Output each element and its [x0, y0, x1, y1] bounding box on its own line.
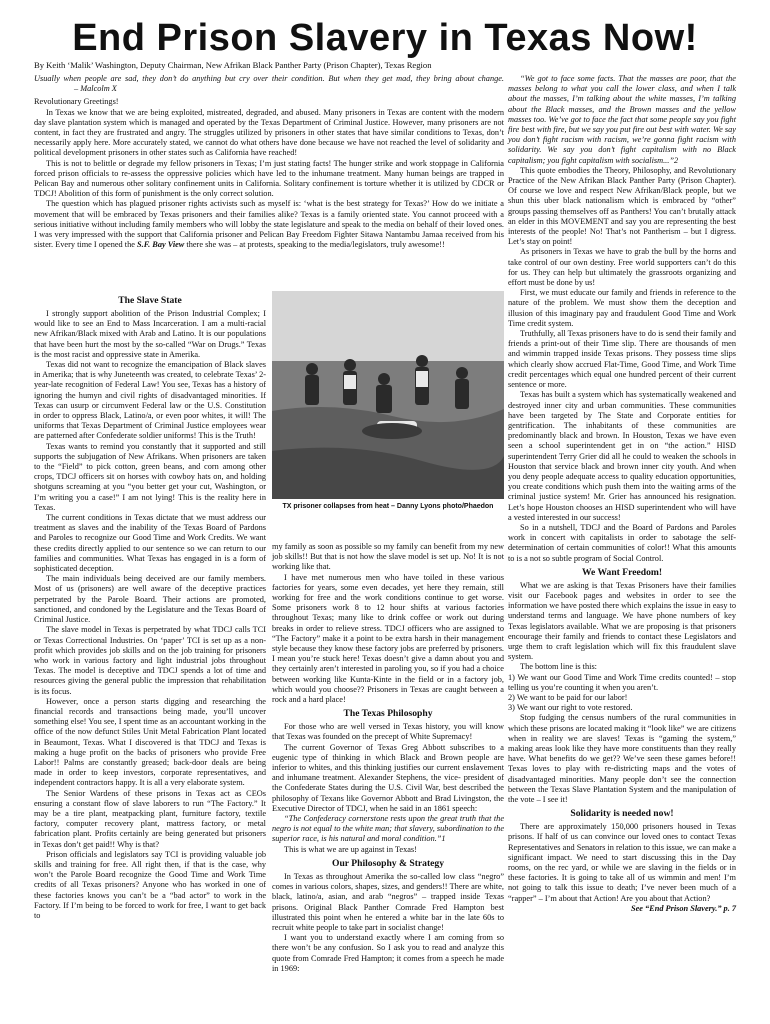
section-heading: The Texas Philosophy: [343, 708, 433, 720]
paragraph: First, we must educate our family and friends in reference to the nature of the problem. We must show them the deception and illusion of this imaginary pay and fraudulent Good Time and Work Time credit system.: [508, 288, 736, 328]
paragraph: Stop fudging the census numbers of the rural communities in which these prisons are located making it “look like” we are citizens when in reality we are slaves! Texas is “gaming the system,” making areas look like they have more constituents than they really have. What benefits do we get?? We’ve seen these games before!! Texas loves to play with re-districting maps and the votes of disadvantaged minorities. Many people don’t see the connection between the Texas Slave Plantation System and the manipulation of the vote – I see it!: [508, 713, 736, 805]
paragraph: So in a nutshell, TDCJ and the Board of Pardons and Paroles work in concert with capitalists in order to sabotage the self-determination of certain communities of color!! What this amounts to is a not so subtle program of Social Control.: [508, 522, 736, 563]
column-slave-state: [34, 292, 266, 921]
paragraph: This is what we are up against in Texas!: [284, 844, 417, 854]
paragraph: The slave model in Texas is perpetrated by what TDCJ calls TCI or Texas Correctional Industries. On ‘paper’ TCI is set up as a non-profit which provides job skills and on the job training for prisoners who work in various factory and light industrial jobs throughout Texas. The model is deceptive and TDCJ spends a lot of time and resources giving the general public the impression that rehabilitation is its focus.: [34, 625, 266, 696]
intro-paragraph: In Texas we know that we are being exploited, mistreated, degraded, and abused. Many prisoners in Texas are content with the modern day slave plantation system which is managed and operated by the Texas Department of Criminal Justice. However, many prisoners are not content, in fact they are frustrated and angry. The struggles utilized by prisoners in other states that have similar conditions to Texas, don’t necessarily apply here. More accurately stated, we cannot do what others have done because we have not reached the level of solidarity and political development prisoners in other states such as California have reached!: [34, 107, 504, 158]
paragraph: There are approximately 150,000 prisoners housed in Texas prisons. If half of us can convince our loved ones to contact Texas Representatives and Senators in relation to this issue, we can make a significant impact. We need to start discussing this in the Day rooms, on the rec yard, or while we are slaving in the fields or in these factories. It is going to take all of us wimmin and men! I’m not going to talk this issue to death; I’ve never been much of a “rapper” – I’m about that Action! Are you about that Action?: [508, 822, 736, 903]
paragraph: Prison officials and legislators say TCI is providing valuable job skills and training for free. All right then, if that is the case, why won’t the Parole Board recognize the Good Time and Work Time credits of all Texas prisoners? Anyone who has worked in one of these factories knows you can’t be a “bad actor” to work in the Factory. If I’m being to be forced to work for free, I want to get back to: [34, 849, 266, 920]
paragraph: As prisoners in Texas we have to grab the bull by the horns and take control of our own destiny. Free world supporters can’t do this for us. They can help but ultimately the grassroots organizing and effort must be done by us!: [508, 247, 736, 288]
paragraph: The current conditions in Texas dictate that we must address our treatment as slaves and the inability of the Texas Board of Pardons and Paroles to recognize our Good Time and Work Credits. We want these credits directly applied to our sentence so we can return to our families and communities. What Texas has engaged in is a form of sophisticated deception.: [34, 513, 266, 574]
intro-paragraph-text: The question which has plagued prisoner rights activists such as myself is: ‘what is the best strategy for Texas?’ How do we initiate a movement that will be embraced by Texas prisoners and their families alike? Texas is a family oriented state. You cannot proceed with a serious initiative without including family members who will lobby the state legislature and speak to the media on behalf of their loved ones. I was very impressed with the support that California prisoner and Pelican Bay Freedom Fighter Sitawa Nantambu Jamaa received from his sister. Every time I opened the: [34, 199, 504, 250]
paragraph: The bottom line is this:: [520, 662, 597, 672]
paragraph: Truthfully, all Texas prisoners have to do is send their family and friends a print-out of their Time slip. There are thousands of men and wimmin trapped inside Texas prisons. They possess time slips which clearly show accrued Flat-Time, Good Time, and Work Time credit percentages which equal one hundred percent of their current sentence or more.: [508, 329, 736, 390]
headline: End Prison Slavery in Texas Now!: [72, 17, 698, 59]
section-heading: We Want Freedom!: [581, 566, 663, 578]
intro-paragraph-tail: there she was – at protests, speaking to the media/legislators, truly awesome!!: [184, 240, 445, 250]
paragraph: I strongly support abolition of the Prison Industrial Complex; I would like to see an End to Mass Incarceration. I am a multi-racial new Afrikan/Black mixed with Arab and Latino. It is our populations that have been hurt the most by the so-called “War on Drugs.” Texas is the most racist and oppressive state in Amerika.: [34, 309, 266, 359]
paragraph: Texas wants to remind you constantly that it supported and still supports the subjugation of New Afrikans. When prisoners are taken to the “Field” to pick cotton, green beans, and corn among other crops, TDCJ officers sit on horses with cowboy hats on, and holding shotguns screaming at you “you better get your cut, Washington, or I’m writing you a case!” I am not lying! This is the reality here in Texas.: [34, 441, 266, 512]
byline: By Keith ‘Malik’ Washington, Deputy Chairman, New Afrikan Black Panther Party (Prison Chapter), Texas Region: [34, 60, 432, 70]
intro-section: [34, 74, 504, 250]
section-heading: Solidarity is needed now!: [570, 808, 674, 820]
intro-quote-text: Usually when people are sad, they don’t do anything but cry over their condition. But when they get mad, they bring about change.: [34, 74, 504, 83]
paragraph: Texas did not want to recognize the emancipation of Black slaves in Amerika; that is why Juneteenth was created, to celebrate Texas’ 2-year-late recognition of Federal Law! You see, Texas has a history of ignoring the humyn and civil rights of disadvantaged minorities. If Texas can usurp or circumvent Federal law or the U.S. Constitution in order to oppress Black, Latino/a, or even poor whites, it will! The uniforms that Texas Department of Criminal Justice employees wear are patterned after Confederate soldier uniforms! This is the Truth!: [34, 360, 266, 441]
paragraph: I want you to understand exactly where I am coming from so there won’t be any confusion. So I ask you to read and analyze this quote from Comrade Fred Hampton; it comes from a speech he made in 1969:: [272, 933, 504, 973]
intro-quote-attrib: – Malcolm X: [74, 84, 117, 94]
stephens-quote: “The Confederacy cornerstone rests upon the great truth that the negro is not equal to the white man; that slavery, subordination to the superior race, is his natural and moral condition.”1: [272, 814, 504, 844]
column-we-want-freedom: [508, 74, 736, 914]
news-photo: [272, 291, 504, 499]
paragraph: For those who are well versed in Texas history, you will know that Texas was founded on the precept of White Supremacy!: [272, 722, 504, 742]
section-heading: The Slave State: [118, 295, 182, 306]
intro-paragraph: This is not to belittle or degrade my fellow prisoners in Texas; I’m just stating facts! The hunger strike and work stoppage in California forced prison officials to re-assess the oppressive policies which have led to the inhumane treatment. Many human beings are trapped in Pelican Bay and numerous other solitary confinement units in California. Solitary confinement is torture whether it is utilized by CDCR or TDCJ! Abolition of this form of punishment is the only correct solution.: [34, 158, 504, 199]
paragraph: my family as soon as possible so my family can benefit from my new job skills!! But that is not how the slave model is set up. No! It is not working like that.: [272, 542, 504, 572]
field-workers-illustration: [272, 291, 504, 499]
paragraph: However, once a person starts digging and researching the financial records and transactions being made, you’ll uncover something else! You see, I spent time as an accountant working in the office of the now defunct Stiles Unit Metal Fabrication Plant located in Beaumont, Texas. What I discovered is that TDCJ and Texas is making a huge profit on the backs of prisoners who provide Free Labor!! Palms are constantly greased; back-door deals are being made in order to keep investors, corporate representatives, and independent contractors happy. It is all a very elaborate system.: [34, 696, 266, 788]
intro-paragraph: [34, 199, 504, 250]
intro-quote: [34, 74, 504, 94]
paragraph: This quote embodies the Theory, Philosophy, and Revolutionary Practice of the New Afrikan Black Panther Party (Prison Chapter). Of course we love and respect New Afrikan/Black people, but we shun this uber black nationalism which is embraced by “other” groups passing themselves off as Panthers! You can’t brutally attack an elder in this MOVEMENT and say you are representing the best interests of the people! No! That’s not Pantherism – but I digress. Let’s stay on point!: [508, 165, 736, 247]
demand-item: 1) We want our Good Time and Work Time credits counted! – stop telling us you’re counting it when you aren’t.: [508, 672, 736, 692]
column-texas-philosophy: [272, 542, 504, 974]
greeting: Revolutionary Greetings!: [34, 97, 119, 107]
paragraph: Texas has built a system which has systematically weakened and destroyed inner city and urban communities. These communities have been targeted by The State and Corporate entities for gentrification. The inhabitants of these communities are predominantly black and brown. In Houston, Texas we have even seen a school superintendent get in on “the action.” HISD superintendent Terry Grier did all he could to weaken the schools in Houston that service black and brown inner city youth. And when you deny people adequate access to quality education opportunities, you create conditions which push them into the waiting arms of the criminal justice system! Mr. Grier has announced his resignation. Let’s hope Houston chooses an HISD superintendent who will have a vested interested in our success!: [508, 390, 736, 522]
paragraph: The main individuals being deceived are our family members. Most of us (prisoners) are well aware of the deceptive practices perpetrated by the Parole Board. Their actions are promoted, sanctioned, and condoned by the Legislature and the Texas Board of Criminal Justice.: [34, 574, 266, 625]
continued-on-note: See “End Prison Slavery.” p. 7: [630, 903, 736, 913]
demand-item: 2) We want to be paid for our labor!: [508, 692, 628, 702]
hampton-quote: “We got to face some facts. That the masses are poor, that the masses belong to what you call the lower class, and when I talk about the masses, I’m talking about the white masses, I’m talking about the Black masses, and the Brown masses and the yellow masses too. We’ve got to face the fact that some people say you fight fire best with fire, but we say you put fire out best with water. We say you don’t fight racism with racism, we’re gonna fight racism with solidarity. We say you don’t fight capitalism with no Black capitalism; you fight capitalism with socialism...”2: [508, 74, 736, 165]
paragraph: What we are asking is that Texas Prisoners have their families visit our Facebook pages and websites in order to see the information we have posted there which explains the issue in easy to understand terms and language. We have phone numbers of key Texas legislators available. What we are proposing is that prisoners encourage their family and friends to contact these Legislators and urge them to craft legislation which will fix this fraudulent slave system.: [508, 580, 736, 662]
paragraph: The current Governor of Texas Greg Abbott subscribes to a eugenic type of thinking in which Black and Brown people are inferior to whites, and this thinking justifies our current enslavement and inhumane treatment. Alexander Stephens, the vice- president of the Confederate States during the U.S. Civil War, best described the philosophy of Texans like Governor Abbott and Brad Livingston, the Executive Director of TDCJ, when he said in an 1861 speech:: [272, 742, 504, 813]
section-heading: Our Philosophy & Strategy: [331, 857, 445, 869]
demand-item: 3) We want our right to vote restored.: [508, 703, 633, 713]
paragraph: I have met numerous men who have toiled in these various factories for years, some even decades, yet here they remain, still working for free and the work conditions continue to get worse. Some prisoners work 8 to 12 hour shifts at various factories throughout Texas; many like to drink coffee or work out during breaks in order to relieve stress. TDCJ officers who are assigned to “The Factory” make it a point to be extra harsh in their management style because they know these factory jobs are preferred by prisoners. I mean you’re stuck here! Texas doesn’t give a damn about you and they certainly aren’t interested in paroling you, so if you had a choice between working like Kunta-Kinte in the field or in a factory job, which would you choose?? Prisoners in Texas are caught between a rock and a hard place!: [272, 572, 504, 705]
paragraph: The Senior Wardens of these prisons in Texas act as CEOs ensuring a constant flow of slave laborers to run “The Factory.” It may be a tire plant, meatpacking plant, furniture factory, textile factory, computer recovery plant, mattress factory, or metal fabrication plant. Profits certainly are being generated but prisoners in Texas don’t get paid!! Why is that?: [34, 788, 266, 849]
publication-name: S.F. Bay View: [137, 240, 185, 250]
photo-caption: TX prisoner collapses from heat – Danny Lyons photo/Phaedon: [282, 503, 494, 510]
paragraph: In Texas as throughout Amerika the so-called low class “negro” comes in various colors, shapes, sizes, and genders!! There are white, black, latino/a, asian, and arab “negros” – trapped inside Texas prisons. Original Black Panther Comrade Fred Hampton best illustrated this point when he entered a white bar in the late 60s to recruit white people to take part in socialist change!: [272, 871, 504, 932]
